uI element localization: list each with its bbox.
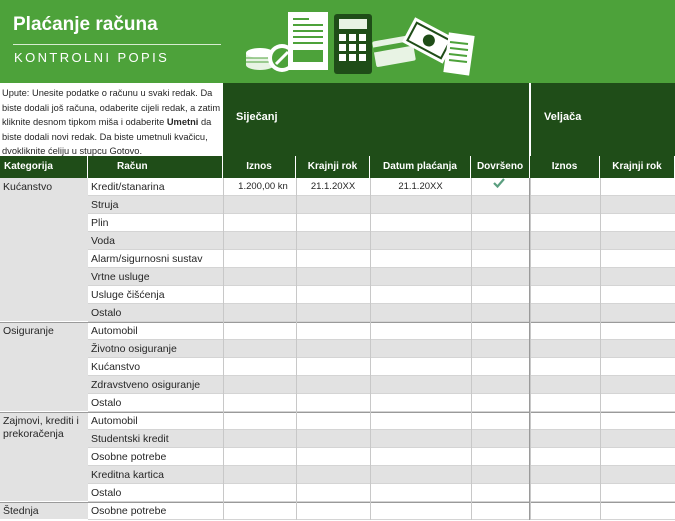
table-row[interactable] bbox=[88, 448, 675, 466]
bill-name-cell[interactable]: Ostalo bbox=[91, 397, 122, 409]
category-label: Kućanstvo bbox=[3, 181, 53, 193]
table-row[interactable] bbox=[88, 394, 675, 412]
checkmark-icon[interactable] bbox=[492, 176, 506, 196]
column-header-amount: Iznos bbox=[223, 156, 296, 178]
column-header-amount-feb: Iznos bbox=[530, 156, 600, 178]
table-row[interactable] bbox=[88, 358, 675, 376]
column-header-due-date: Krajnji rok bbox=[296, 156, 370, 178]
bill-name-cell[interactable]: Plin bbox=[91, 217, 109, 229]
page-subtitle: KONTROLNI POPIS bbox=[14, 50, 170, 65]
column-header-category: Kategorija bbox=[0, 156, 88, 178]
insert-keyword: Umetni bbox=[166, 117, 199, 128]
column-gridline bbox=[600, 178, 601, 520]
bill-name-cell[interactable]: Kućanstvo bbox=[91, 361, 141, 373]
bills-illustration-icon bbox=[240, 8, 480, 80]
table-row[interactable] bbox=[88, 196, 675, 214]
month-header-january: Siječanj bbox=[223, 83, 530, 156]
bill-name-cell[interactable]: Vrtne usluge bbox=[91, 271, 150, 283]
bill-name-cell[interactable]: Zdravstveno osiguranje bbox=[91, 379, 201, 391]
instructions-text: Upute: Unesite podatke o računu u svaki redak. Da biste dodali još računa, odaberite cijeli redak, a zatim kliknite desnom tipkom miša i odaberite Umetni da biste dodali novi redak. Da biste umetnuli kvačicu, dvokliknite ćeliju u stupcu Gotovo. bbox=[2, 88, 221, 157]
column-gridline bbox=[223, 178, 224, 520]
category-cell bbox=[0, 178, 88, 323]
month-header-february: Veljača bbox=[531, 83, 675, 156]
column-gridline bbox=[471, 178, 472, 520]
bill-name-cell[interactable]: Usluge čišćenja bbox=[91, 289, 165, 301]
table-row[interactable] bbox=[88, 268, 675, 286]
column-header-bill: Račun bbox=[88, 156, 223, 178]
table-row[interactable] bbox=[88, 214, 675, 232]
category-label: Štednja bbox=[3, 505, 39, 517]
table-row[interactable] bbox=[88, 466, 675, 484]
bill-name-cell[interactable]: Automobil bbox=[91, 325, 138, 337]
due-date-cell[interactable]: 21.1.20XX bbox=[310, 181, 356, 192]
column-gridline bbox=[530, 178, 531, 520]
table-row[interactable] bbox=[88, 484, 675, 502]
bill-name-cell[interactable]: Kreditna kartica bbox=[91, 469, 164, 481]
table-row[interactable] bbox=[88, 232, 675, 250]
bill-name-cell[interactable]: Struja bbox=[91, 199, 119, 211]
table-row[interactable] bbox=[88, 304, 675, 322]
bill-name-cell[interactable]: Automobil bbox=[91, 415, 138, 427]
table-row[interactable] bbox=[88, 286, 675, 304]
table-row[interactable] bbox=[88, 430, 675, 448]
table-row[interactable] bbox=[88, 322, 675, 340]
category-label: Zajmovi, krediti i prekoračenja bbox=[3, 415, 79, 440]
bill-name-cell[interactable]: Voda bbox=[91, 235, 115, 247]
bill-name-cell[interactable]: Osobne potrebe bbox=[91, 505, 167, 517]
payment-date-cell[interactable]: 21.1.20XX bbox=[398, 181, 443, 192]
column-header-payment-date: Datum plaćanja bbox=[370, 156, 471, 178]
category-label: Osiguranje bbox=[3, 325, 54, 337]
header-banner bbox=[0, 0, 675, 83]
bill-name-cell[interactable]: Životno osiguranje bbox=[91, 343, 177, 355]
column-header-due-date-feb: Krajnji rok bbox=[600, 156, 675, 178]
month-gridline bbox=[529, 178, 530, 520]
bill-name-cell[interactable]: Kredit/stanarina bbox=[91, 181, 165, 193]
column-header-done: Dovršeno bbox=[471, 156, 530, 178]
table-row[interactable] bbox=[88, 412, 675, 430]
column-gridline bbox=[370, 178, 371, 520]
bill-name-cell[interactable]: Studentski kredit bbox=[91, 433, 169, 445]
page-title: Plaćanje računa bbox=[13, 14, 158, 35]
column-gridline bbox=[296, 178, 297, 520]
bill-name-cell[interactable]: Osobne potrebe bbox=[91, 451, 167, 463]
table-row[interactable] bbox=[88, 502, 675, 520]
bill-name-cell[interactable]: Ostalo bbox=[91, 307, 122, 319]
title-divider bbox=[13, 44, 221, 45]
amount-cell[interactable]: 1.200,00 kn bbox=[238, 181, 288, 192]
bill-name-cell[interactable]: Ostalo bbox=[91, 487, 122, 499]
bill-name-cell[interactable]: Alarm/sigurnosni sustav bbox=[91, 253, 203, 265]
